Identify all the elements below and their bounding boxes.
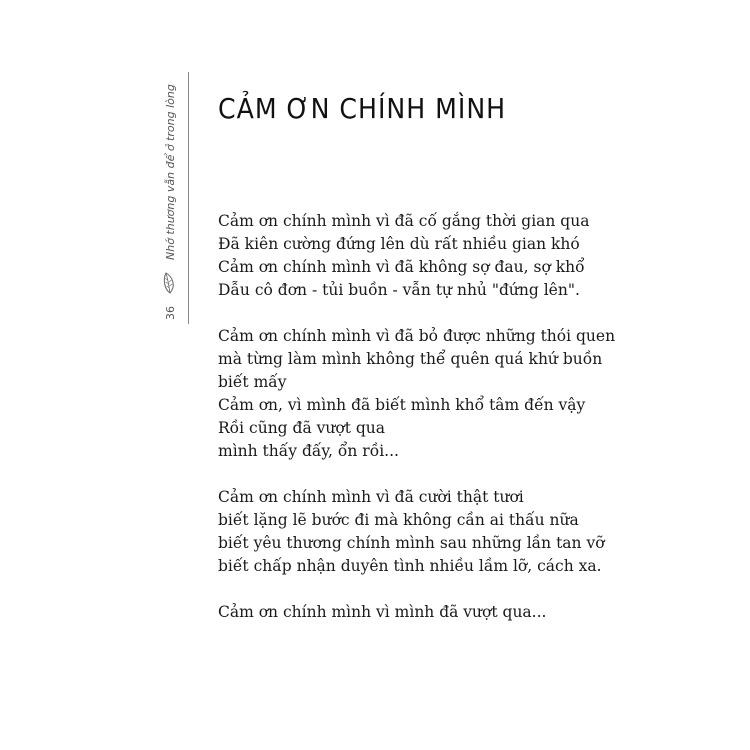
leaf-icon [163,272,177,294]
poem-line: biết yêu thương chính mình sau những lần tan vỡ [218,534,605,552]
poem-line: Cảm ơn chính mình vì đã cười thật tươi [218,488,524,506]
poem-body [218,210,638,647]
poem-line: Cảm ơn chính mình vì đã cố gắng thời gian qua [218,212,590,230]
running-header-text [155,72,185,324]
side-divider [188,72,189,324]
page-number: 36 [163,306,177,320]
running-title: Nhớ thương vẫn để ở trong lòng [163,84,177,260]
poem-line: Đã kiên cường đứng lên dù rất nhiều gian khó [218,235,580,253]
poem-line: mà từng làm mình không thể quên quá khứ buồn [218,350,603,368]
poem-line: Cảm ơn chính mình vì mình đã vượt qua... [218,603,547,621]
poem-stanza [218,601,638,624]
poem-stanza [218,325,638,463]
poem-line: biết chấp nhận duyên tình nhiều lầm lỡ, cách xa. [218,557,602,575]
poem-line: Dẫu cô đơn - tủi buồn - vẫn tự nhủ "đứng lên". [218,281,580,299]
poem-line: Cảm ơn, vì mình đã biết mình khổ tâm đến vậy [218,396,586,414]
poem-line: biết mấy [218,373,287,391]
poem-stanza [218,486,638,578]
running-header [155,72,185,324]
poem-line: mình thấy đấy, ổn rồi... [218,442,399,460]
poem-line: biết lặng lẽ bước đi mà không cần ai thấu nữa [218,511,579,529]
poem-stanza [218,210,638,302]
poem-line: Cảm ơn chính mình vì đã bỏ được những thói quen [218,327,616,345]
poem-line: Cảm ơn chính mình vì đã không sợ đau, sợ khổ [218,258,585,276]
poem-line: Rồi cũng đã vượt qua [218,419,385,437]
poem-title: CẢM ƠN CHÍNH MÌNH [218,92,507,125]
